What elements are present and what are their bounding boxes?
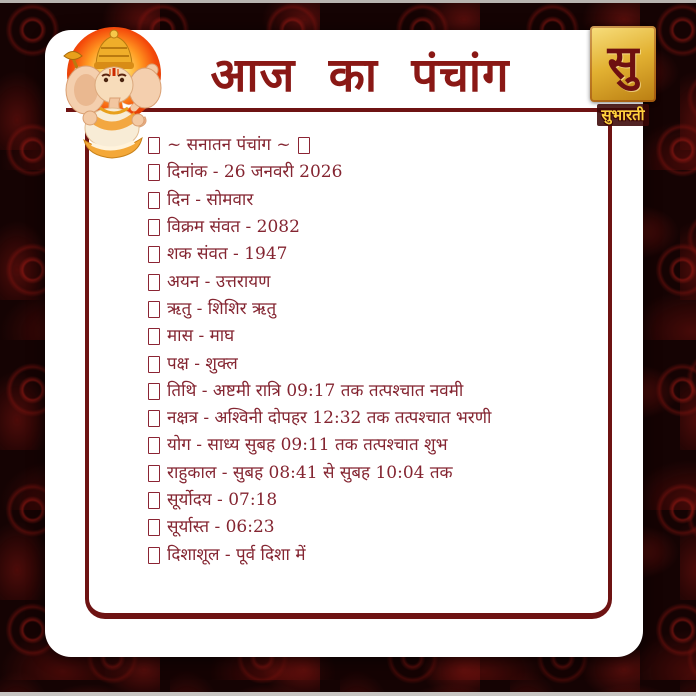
panchang-row	[148, 487, 588, 514]
missing-emoji-box-icon	[148, 492, 160, 509]
panchang-item-text: ऋतु - शिशिर ऋतु	[167, 298, 277, 319]
panchang-row	[148, 214, 588, 241]
panchang-row	[148, 405, 588, 432]
panchang-item-text: दिनांक - 26 जनवरी 2026	[167, 162, 343, 183]
channel-logo-monogram	[590, 26, 656, 102]
panchang-item-text: सूर्यास्त - 06:23	[167, 517, 275, 538]
panchang-row	[148, 241, 588, 268]
panchang-row	[148, 268, 588, 295]
panchang-item-text: नक्षत्र - अश्विनी दोपहर 12:32 तक तत्पश्चात भरणी	[167, 408, 492, 429]
missing-emoji-box-icon	[298, 137, 310, 154]
missing-emoji-box-icon	[148, 410, 160, 427]
panchang-row	[148, 460, 588, 487]
panchang-heading: ~ सनातन पंचांग ~	[167, 135, 291, 156]
panchang-row	[148, 187, 588, 214]
missing-emoji-box-icon	[148, 301, 160, 318]
panchang-item-text: अयन - उत्तरायण	[167, 271, 271, 292]
panchang-item-text: दिशाशूल - पूर्व दिशा में	[167, 544, 306, 565]
panchang-item-text: राहुकाल - सुबह 08:41 से सुबह 10:04 तक	[167, 462, 453, 483]
missing-emoji-box-icon	[148, 274, 160, 291]
panchang-row	[148, 432, 588, 459]
missing-emoji-box-icon	[148, 437, 160, 454]
panchang-item-text: तिथि - अष्टमी रात्रि 09:17 तक तत्पश्चात नवमी	[167, 380, 464, 401]
panchang-row	[148, 378, 588, 405]
bottom-edge-strip	[0, 692, 696, 696]
page-title: आज का पंचांग	[210, 48, 510, 103]
panchang-row	[148, 541, 588, 568]
panchang-item-text: योग - साध्य सुबह 09:11 तक तत्पश्चात शुभ	[167, 435, 448, 456]
missing-emoji-box-icon	[148, 328, 160, 345]
missing-emoji-box-icon	[148, 164, 160, 181]
panchang-item-text: पक्ष - शुक्ल	[167, 353, 238, 374]
channel-logo-name: सुभारती	[597, 104, 648, 126]
panchang-row	[148, 296, 588, 323]
ganesha-icon	[42, 12, 180, 162]
panchang-row	[148, 514, 588, 541]
panchang-heading-row	[148, 132, 588, 159]
logo-glyph: सु	[607, 35, 639, 89]
missing-emoji-box-icon	[148, 219, 160, 236]
channel-logo	[586, 26, 660, 126]
top-edge-strip	[0, 0, 696, 3]
missing-emoji-box-icon	[148, 246, 160, 263]
missing-emoji-box-icon	[148, 356, 160, 373]
panchang-item-text: सूर्योदय - 07:18	[167, 490, 278, 510]
panchang-row	[148, 323, 588, 350]
missing-emoji-box-icon	[148, 547, 160, 564]
missing-emoji-box-icon	[148, 519, 160, 536]
panchang-row	[148, 159, 588, 186]
panchang-item-text: शक संवत - 1947	[167, 244, 288, 265]
panchang-row	[148, 350, 588, 377]
panchang-item-text: विक्रम संवत - 2082	[167, 217, 300, 238]
panchang-item-text: दिन - सोमवार	[167, 189, 254, 210]
panchang-item-text: मास - माघ	[167, 326, 235, 347]
missing-emoji-box-icon	[148, 383, 160, 400]
missing-emoji-box-icon	[148, 465, 160, 482]
missing-emoji-box-icon	[148, 192, 160, 209]
panchang-list	[148, 132, 588, 569]
